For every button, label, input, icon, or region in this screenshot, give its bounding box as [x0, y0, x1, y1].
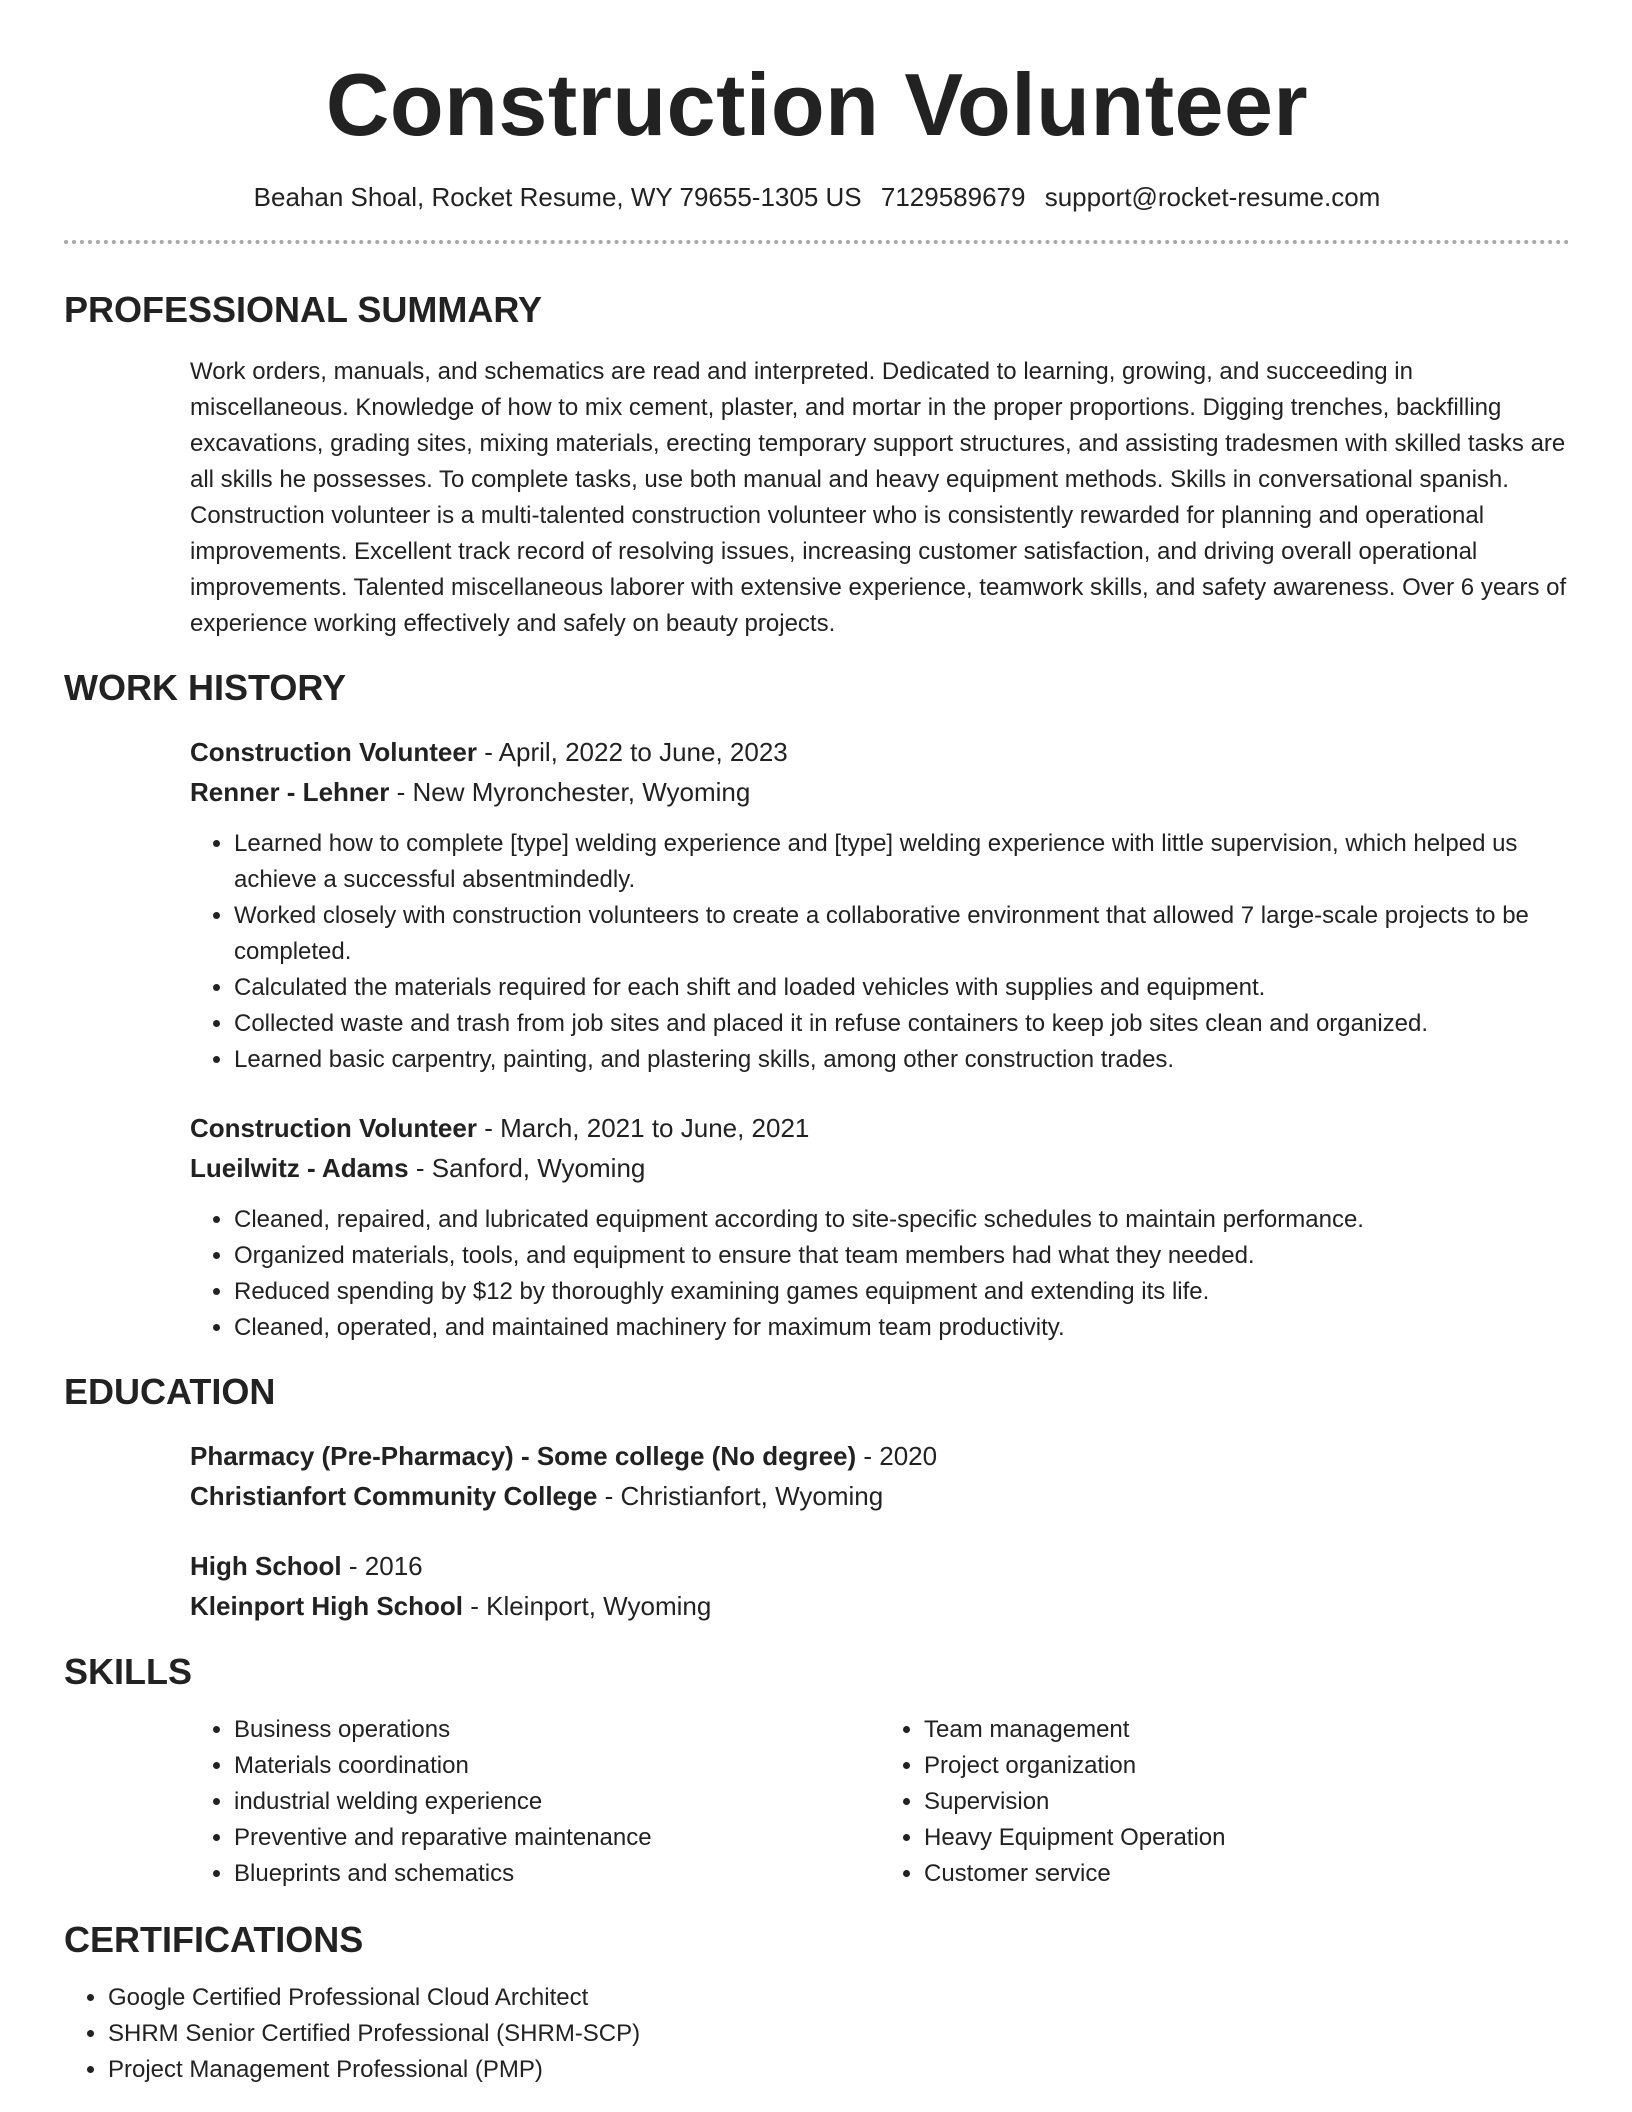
- skill-item: • Heavy Equipment Operation: [924, 1820, 1570, 1856]
- job-bullets: [190, 826, 1570, 1078]
- job-bullet: • Learned how to complete [type] welding experience and [type] welding experience with little supervision, which helped us achieve a successful absentmindedly.: [234, 826, 1570, 898]
- summary-text: Work orders, manuals, and schematics are read and interpreted. Dedicated to learning, growing, and succeeding in miscellaneous. Knowledge of how to mix cement, plaster, and mortar in the proper proportions. Digging trenches, backfilling excavations, grading sites, mixing materials, erecting temporary support structures, and assisting tradesmen with skilled tasks are all skills he possesses. To complete tasks, use both manual and heavy equipment methods. Skills in conversational spanish. Construction volunteer is a multi-talented construction volunteer who is consistently rewarded for planning and operational improvements. Excellent track record of resolving issues, increasing customer satisfaction, and driving overall operational improvements. Talented miscellaneous laborer with extensive experience, teamwork skills, and safety awareness. Over 6 years of experience working effectively and safely on beauty projects.: [190, 358, 1567, 637]
- resume-page: [64, 0, 1570, 2088]
- job-company: Renner - Lehner: [190, 777, 390, 807]
- job-bullet: • Cleaned, operated, and maintained machinery for maximum team productivity.: [234, 1310, 1570, 1346]
- education-location: - Christianfort, Wyoming: [597, 1481, 884, 1511]
- skills-column-left: [190, 1712, 880, 1892]
- education-entry: [190, 1546, 1570, 1626]
- skills-column-right: [880, 1712, 1570, 1892]
- job-dates: - March, 2021 to June, 2021: [476, 1113, 810, 1143]
- skills-grid: [190, 1712, 1570, 1892]
- job-entry: [190, 1108, 1570, 1346]
- job-company-line: [190, 772, 1570, 812]
- certifications-section: [64, 1918, 1570, 2088]
- education-school-line: [190, 1476, 1570, 1516]
- certification-item: • SHRM Senior Certified Professional (SHRM-SCP): [108, 2016, 1570, 2052]
- job-bullets: [190, 1202, 1570, 1346]
- job-role: Construction Volunteer: [190, 737, 477, 767]
- job-bullet: • Calculated the materials required for each shift and loaded vehicles with supplies and equipment.: [234, 970, 1570, 1006]
- skill-item: • Materials coordination: [234, 1748, 880, 1784]
- skill-item: • Customer service: [924, 1856, 1570, 1892]
- job-bullet: • Cleaned, repaired, and lubricated equipment according to site-specific schedules to maintain performance.: [234, 1202, 1570, 1238]
- work-title: WORK HISTORY: [64, 667, 347, 708]
- job-location: - New Myronchester, Wyoming: [389, 777, 751, 807]
- header-divider: [64, 240, 1570, 244]
- job-dates: - April, 2022 to June, 2023: [476, 737, 788, 767]
- job-location: - Sanford, Wyoming: [408, 1153, 646, 1183]
- education-year: - 2016: [341, 1551, 423, 1581]
- certification-item: • Google Certified Professional Cloud Architect: [108, 1980, 1570, 2016]
- skill-item: • Team management: [924, 1712, 1570, 1748]
- job-company-line: [190, 1148, 1570, 1188]
- skills-section: [64, 1650, 1570, 1892]
- job-company: Lueilwitz - Adams: [190, 1153, 409, 1183]
- job-entry: [190, 732, 1570, 1078]
- job-title-line: [190, 732, 1570, 772]
- education-location: - Kleinport, Wyoming: [463, 1591, 712, 1621]
- skill-item: • Preventive and reparative maintenance: [234, 1820, 880, 1856]
- work-section: [64, 666, 1570, 1346]
- summary-title: PROFESSIONAL SUMMARY: [64, 289, 543, 330]
- education-degree: High School: [190, 1551, 342, 1581]
- skill-item: • Supervision: [924, 1784, 1570, 1820]
- job-bullet: • Reduced spending by $12 by thoroughly examining games equipment and extending its life.: [234, 1274, 1570, 1310]
- contact-address: Beahan Shoal, Rocket Resume, WY 79655-1305 US: [253, 182, 862, 212]
- skill-item: • industrial welding experience: [234, 1784, 880, 1820]
- education-degree-line: [190, 1436, 1570, 1476]
- job-role: Construction Volunteer: [190, 1113, 477, 1143]
- contact-email: support@rocket-resume.com: [1044, 182, 1381, 212]
- resume-name: Construction Volunteer: [325, 55, 1309, 154]
- education-title: EDUCATION: [64, 1371, 276, 1412]
- skills-title: SKILLS: [64, 1651, 193, 1692]
- education-school-line: [190, 1586, 1570, 1626]
- education-year: - 2020: [856, 1441, 938, 1471]
- job-bullet: • Organized materials, tools, and equipment to ensure that team members had what they needed.: [234, 1238, 1570, 1274]
- skill-item: • Blueprints and schematics: [234, 1856, 880, 1892]
- job-bullet: • Collected waste and trash from job sites and placed it in refuse containers to keep job sites clean and organized.: [234, 1006, 1570, 1042]
- education-entry: [190, 1436, 1570, 1516]
- certifications-title: CERTIFICATIONS: [64, 1919, 364, 1960]
- education-degree-line: [190, 1546, 1570, 1586]
- certification-item: • Project Management Professional (PMP): [108, 2052, 1570, 2088]
- summary-section: [64, 288, 1570, 642]
- contact-phone: 7129589679: [880, 182, 1026, 212]
- contact-line: [64, 180, 1570, 214]
- education-section: [64, 1370, 1570, 1626]
- education-school: Christianfort Community College: [190, 1481, 598, 1511]
- skill-item: • Project organization: [924, 1748, 1570, 1784]
- job-bullet: • Worked closely with construction volunteers to create a collaborative environment that allowed 7 large-scale projects to be completed.: [234, 898, 1570, 970]
- skill-item: • Business operations: [234, 1712, 880, 1748]
- certifications-list: [64, 1980, 1570, 2088]
- job-bullet: • Learned basic carpentry, painting, and plastering skills, among other construction trades.: [234, 1042, 1570, 1078]
- education-degree: Pharmacy (Pre-Pharmacy) - Some college (No degree): [190, 1441, 857, 1471]
- education-school: Kleinport High School: [190, 1591, 463, 1621]
- job-title-line: [190, 1108, 1570, 1148]
